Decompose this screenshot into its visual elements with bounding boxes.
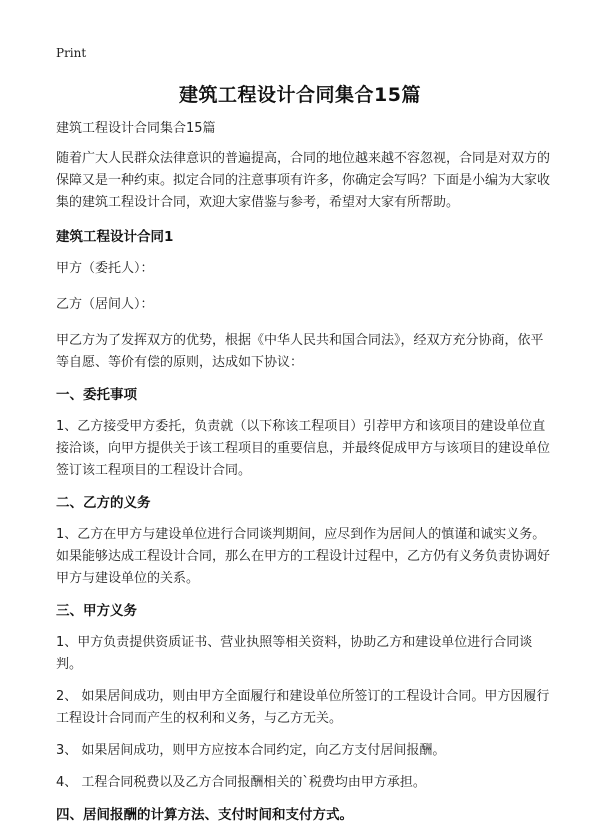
print-link[interactable]: Print <box>56 46 87 60</box>
section-3-item-3: 3、 如果居间成功，则甲方应按本合同约定，向乙方支付居间报酬。 <box>56 743 446 758</box>
section-1-item-1: 1、乙方接受甲方委托，负责就（以下称该工程项目）引荐甲方和该项目的建设单位直接洽谈，向甲方提供关于该工程项目的重要信息，并最终促成甲方与该项目的建设单位签订该工程项目的工程设计合同。 <box>56 419 551 478</box>
section-2-item-1: 1、乙方在甲方与建设单位进行合同谈判期间，应尽到作为居间人的慎谨和诚实义务。如果能够达成工程设计合同，那么在甲方的工程设计过程中，乙方仍有义务负责协调好甲方与建设单位的关系。 <box>56 527 551 586</box>
preamble-paragraph: 甲乙方为了发挥双方的优势，根据《中华人民共和国合同法》，经双方充分协商，依平等自愿、等价有偿的原则，达成如下协议： <box>56 333 544 370</box>
document-title: 建筑工程设计合同集合15篇 <box>179 84 421 106</box>
document-body <box>56 118 552 836</box>
document-subtitle: 建筑工程设计合同集合15篇 <box>56 121 216 136</box>
section-3-item-1: 1、甲方负责提供资质证书、营业执照等相关资料，协助乙方和建设单位进行合同谈判。 <box>56 635 533 672</box>
section-4-heading: 四、居间报酬的计算方法、支付时间和支付方式。 <box>56 807 353 823</box>
section-3-heading: 三、甲方义务 <box>56 603 137 619</box>
section-2-heading: 二、乙方的义务 <box>56 495 151 511</box>
section-3-item-2: 2、 如果居间成功，则由甲方全面履行和建设单位所签订的工程设计合同。甲方因履行工程设计合同而产生的权利和义务，与乙方无关。 <box>56 689 550 726</box>
section-3-item-4: 4、 工程合同税费以及乙方合同报酬相关的`税费均由甲方承担。 <box>56 775 426 790</box>
section-1-heading: 一、委托事项 <box>56 387 137 403</box>
intro-paragraph: 随着广大人民群众法律意识的普遍提高，合同的地位越来越不容忽视，合同是对双方的保障又是一种约束。拟定合同的注意事项有许多，你确定会写吗？下面是小编为大家收集的建筑工程设计合同，欢迎大家借鉴与参考，希望对大家有所帮助。 <box>56 151 551 210</box>
contract-heading: 建筑工程设计合同1 <box>56 229 174 245</box>
party-b-line: 乙方（居间人）： <box>56 297 154 312</box>
party-a-line: 甲方（委托人）： <box>56 261 154 276</box>
